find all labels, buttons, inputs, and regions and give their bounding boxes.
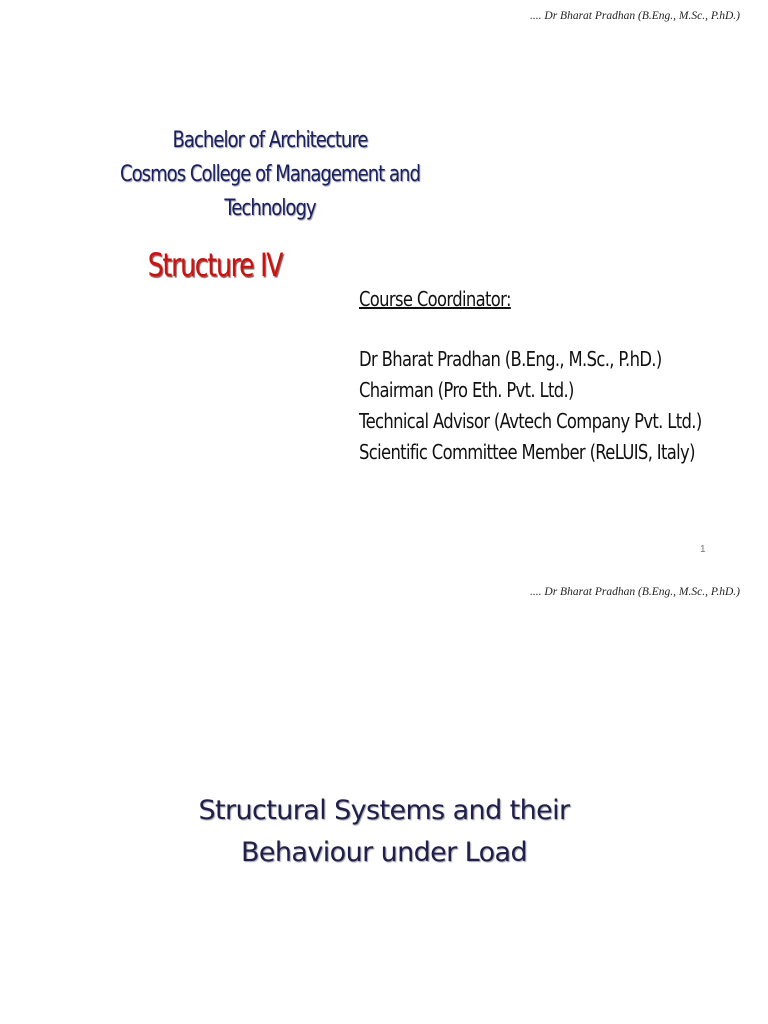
coordinator-name: Dr Bharat Pradhan (B.Eng., M.Sc., P.hD.) bbox=[359, 347, 662, 371]
college-name-line-1: Cosmos College of Management and bbox=[120, 162, 420, 187]
header-credit: .... Dr Bharat Pradhan (B.Eng., M.Sc., P.hD.) bbox=[530, 586, 740, 598]
topic-title-line-2: Behaviour under Load bbox=[240, 837, 527, 868]
course-title: Structure IV bbox=[147, 246, 283, 284]
coordinator-role-chairman: Chairman (Pro Eth. Pvt. Ltd.) bbox=[359, 378, 574, 402]
coordinator-heading: Course Coordinator: bbox=[359, 287, 511, 311]
topic-title bbox=[0, 790, 768, 874]
header-credit: .... Dr Bharat Pradhan (B.Eng., M.Sc., P.hD.) bbox=[530, 10, 740, 22]
slide-2 bbox=[0, 580, 768, 1024]
program-block bbox=[98, 124, 442, 226]
college-name-line-2: Technology bbox=[224, 196, 316, 221]
coordinator-block bbox=[359, 284, 703, 468]
page-number: 1 bbox=[700, 544, 706, 555]
topic-title-line-1: Structural Systems and their bbox=[198, 795, 570, 826]
coordinator-role-committee: Scientific Committee Member (ReLUIS, Italy) bbox=[359, 440, 695, 464]
program-name: Bachelor of Architecture bbox=[172, 128, 368, 153]
coordinator-role-advisor: Technical Advisor (Avtech Company Pvt. Ltd.) bbox=[359, 409, 702, 433]
